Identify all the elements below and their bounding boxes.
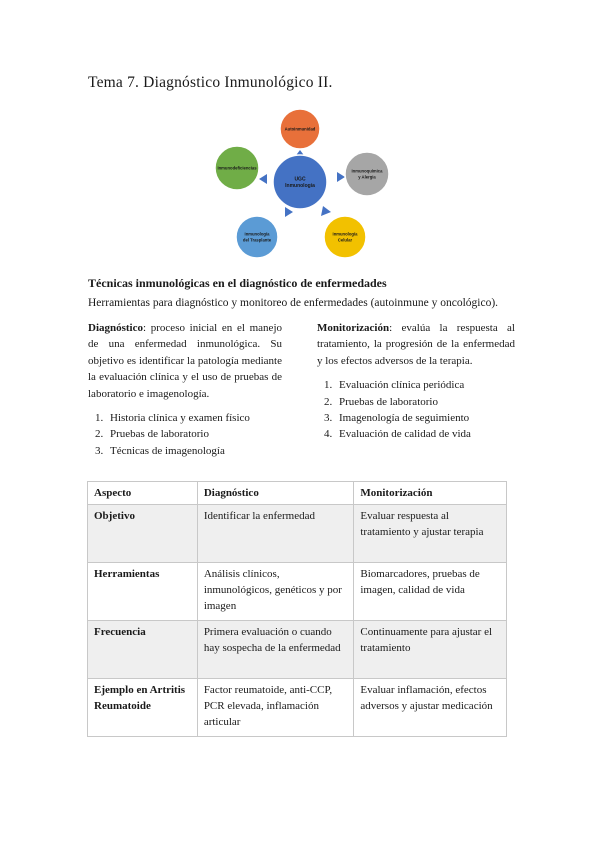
list-item: 4. Evaluación de calidad de vida xyxy=(335,426,515,442)
diagram-node-label: Inmunoquímica y Alergia xyxy=(351,168,383,180)
list-item: 2. Pruebas de laboratorio xyxy=(106,426,282,442)
diagram-center-label: UGC Inmunología xyxy=(285,176,315,189)
table-row xyxy=(88,621,507,679)
connector-arrow-bottom-right xyxy=(321,206,331,216)
table-header-cell: Aspecto xyxy=(88,482,198,505)
table-cell: Evaluar inflamación, efectos adversos y ajustar medicación xyxy=(354,679,507,737)
list-item: 2. Pruebas de laboratorio xyxy=(335,394,515,410)
table-cell: Análisis clínicos, inmunológicos, genéticos y por imagen xyxy=(197,563,354,621)
comparison-table xyxy=(87,481,507,737)
monitorizacion-paragraph xyxy=(317,320,515,369)
table-row xyxy=(88,563,507,621)
table-cell: Herramientas xyxy=(88,563,198,621)
diagram-node-label: Inmunología Celular xyxy=(332,231,358,243)
list-item: 3. Técnicas de imagenología xyxy=(106,443,282,459)
list-item: 1. Evaluación clínica periódica xyxy=(335,377,515,393)
diagram-node-label: Inmunodeficiencias xyxy=(217,165,257,171)
table-header-cell: Monitorización xyxy=(354,482,507,505)
table-header-cell: Diagnóstico xyxy=(197,482,354,505)
connector-arrow-right xyxy=(337,172,345,182)
table-cell: Biomarcadores, pruebas de imagen, calidad de vida xyxy=(354,563,507,621)
table-row xyxy=(88,679,507,737)
table-row xyxy=(88,505,507,563)
diagnostico-paragraph xyxy=(88,320,282,402)
table-cell: Evaluar respuesta al tratamiento y ajustar terapia xyxy=(354,505,507,563)
table-cell: Factor reumatoide, anti-CCP, PCR elevada, inflamación articular xyxy=(197,679,354,737)
monitorizacion-text: : evalúa la respuesta al tratamiento, la progresión de la enfermedad y los efectos adversos de la terapia. xyxy=(317,322,515,367)
section-heading: Técnicas inmunológicas en el diagnóstico de enfermedades xyxy=(88,276,387,290)
diagnostico-column xyxy=(88,320,282,459)
monitorizacion-term: Monitorización xyxy=(317,322,390,334)
table-cell: Ejemplo en Artritis Reumatoide xyxy=(88,679,198,737)
table-cell: Identificar la enfermedad xyxy=(197,505,354,563)
page-title: Tema 7. Diagnóstico Inmunológico II. xyxy=(88,74,333,91)
table-cell: Objetivo xyxy=(88,505,198,563)
diagnostico-list xyxy=(88,410,282,459)
diagram-node-label: Autoinmunidad xyxy=(284,126,316,132)
immunology-diagram xyxy=(205,104,395,259)
list-item: 3. Imagenología de seguimiento xyxy=(335,410,515,426)
diagnostico-term: Diagnóstico xyxy=(88,322,143,334)
list-item: 1. Historia clínica y examen físico xyxy=(106,410,282,426)
monitorizacion-list xyxy=(317,377,515,443)
diagram-node-label: Inmunología del Trasplante xyxy=(242,231,272,243)
connector-arrow-left xyxy=(259,174,267,184)
table-cell: Frecuencia xyxy=(88,621,198,679)
section-intro: Herramientas para diagnóstico y monitoreo de enfermedades (autoinmune y oncológico). xyxy=(88,297,499,309)
monitorizacion-column xyxy=(317,320,515,443)
diagnostico-text: : proceso inicial en el manejo de una enfermedad inmunológica. Su objetivo es identificar la patología mediante la evaluación clínica y el uso de pruebas de laboratorio e imagenología. xyxy=(88,322,282,400)
table-cell: Primera evaluación o cuando hay sospecha de la enfermedad xyxy=(197,621,354,679)
table-header-row xyxy=(88,482,507,505)
table-cell: Continuamente para ajustar el tratamiento xyxy=(354,621,507,679)
